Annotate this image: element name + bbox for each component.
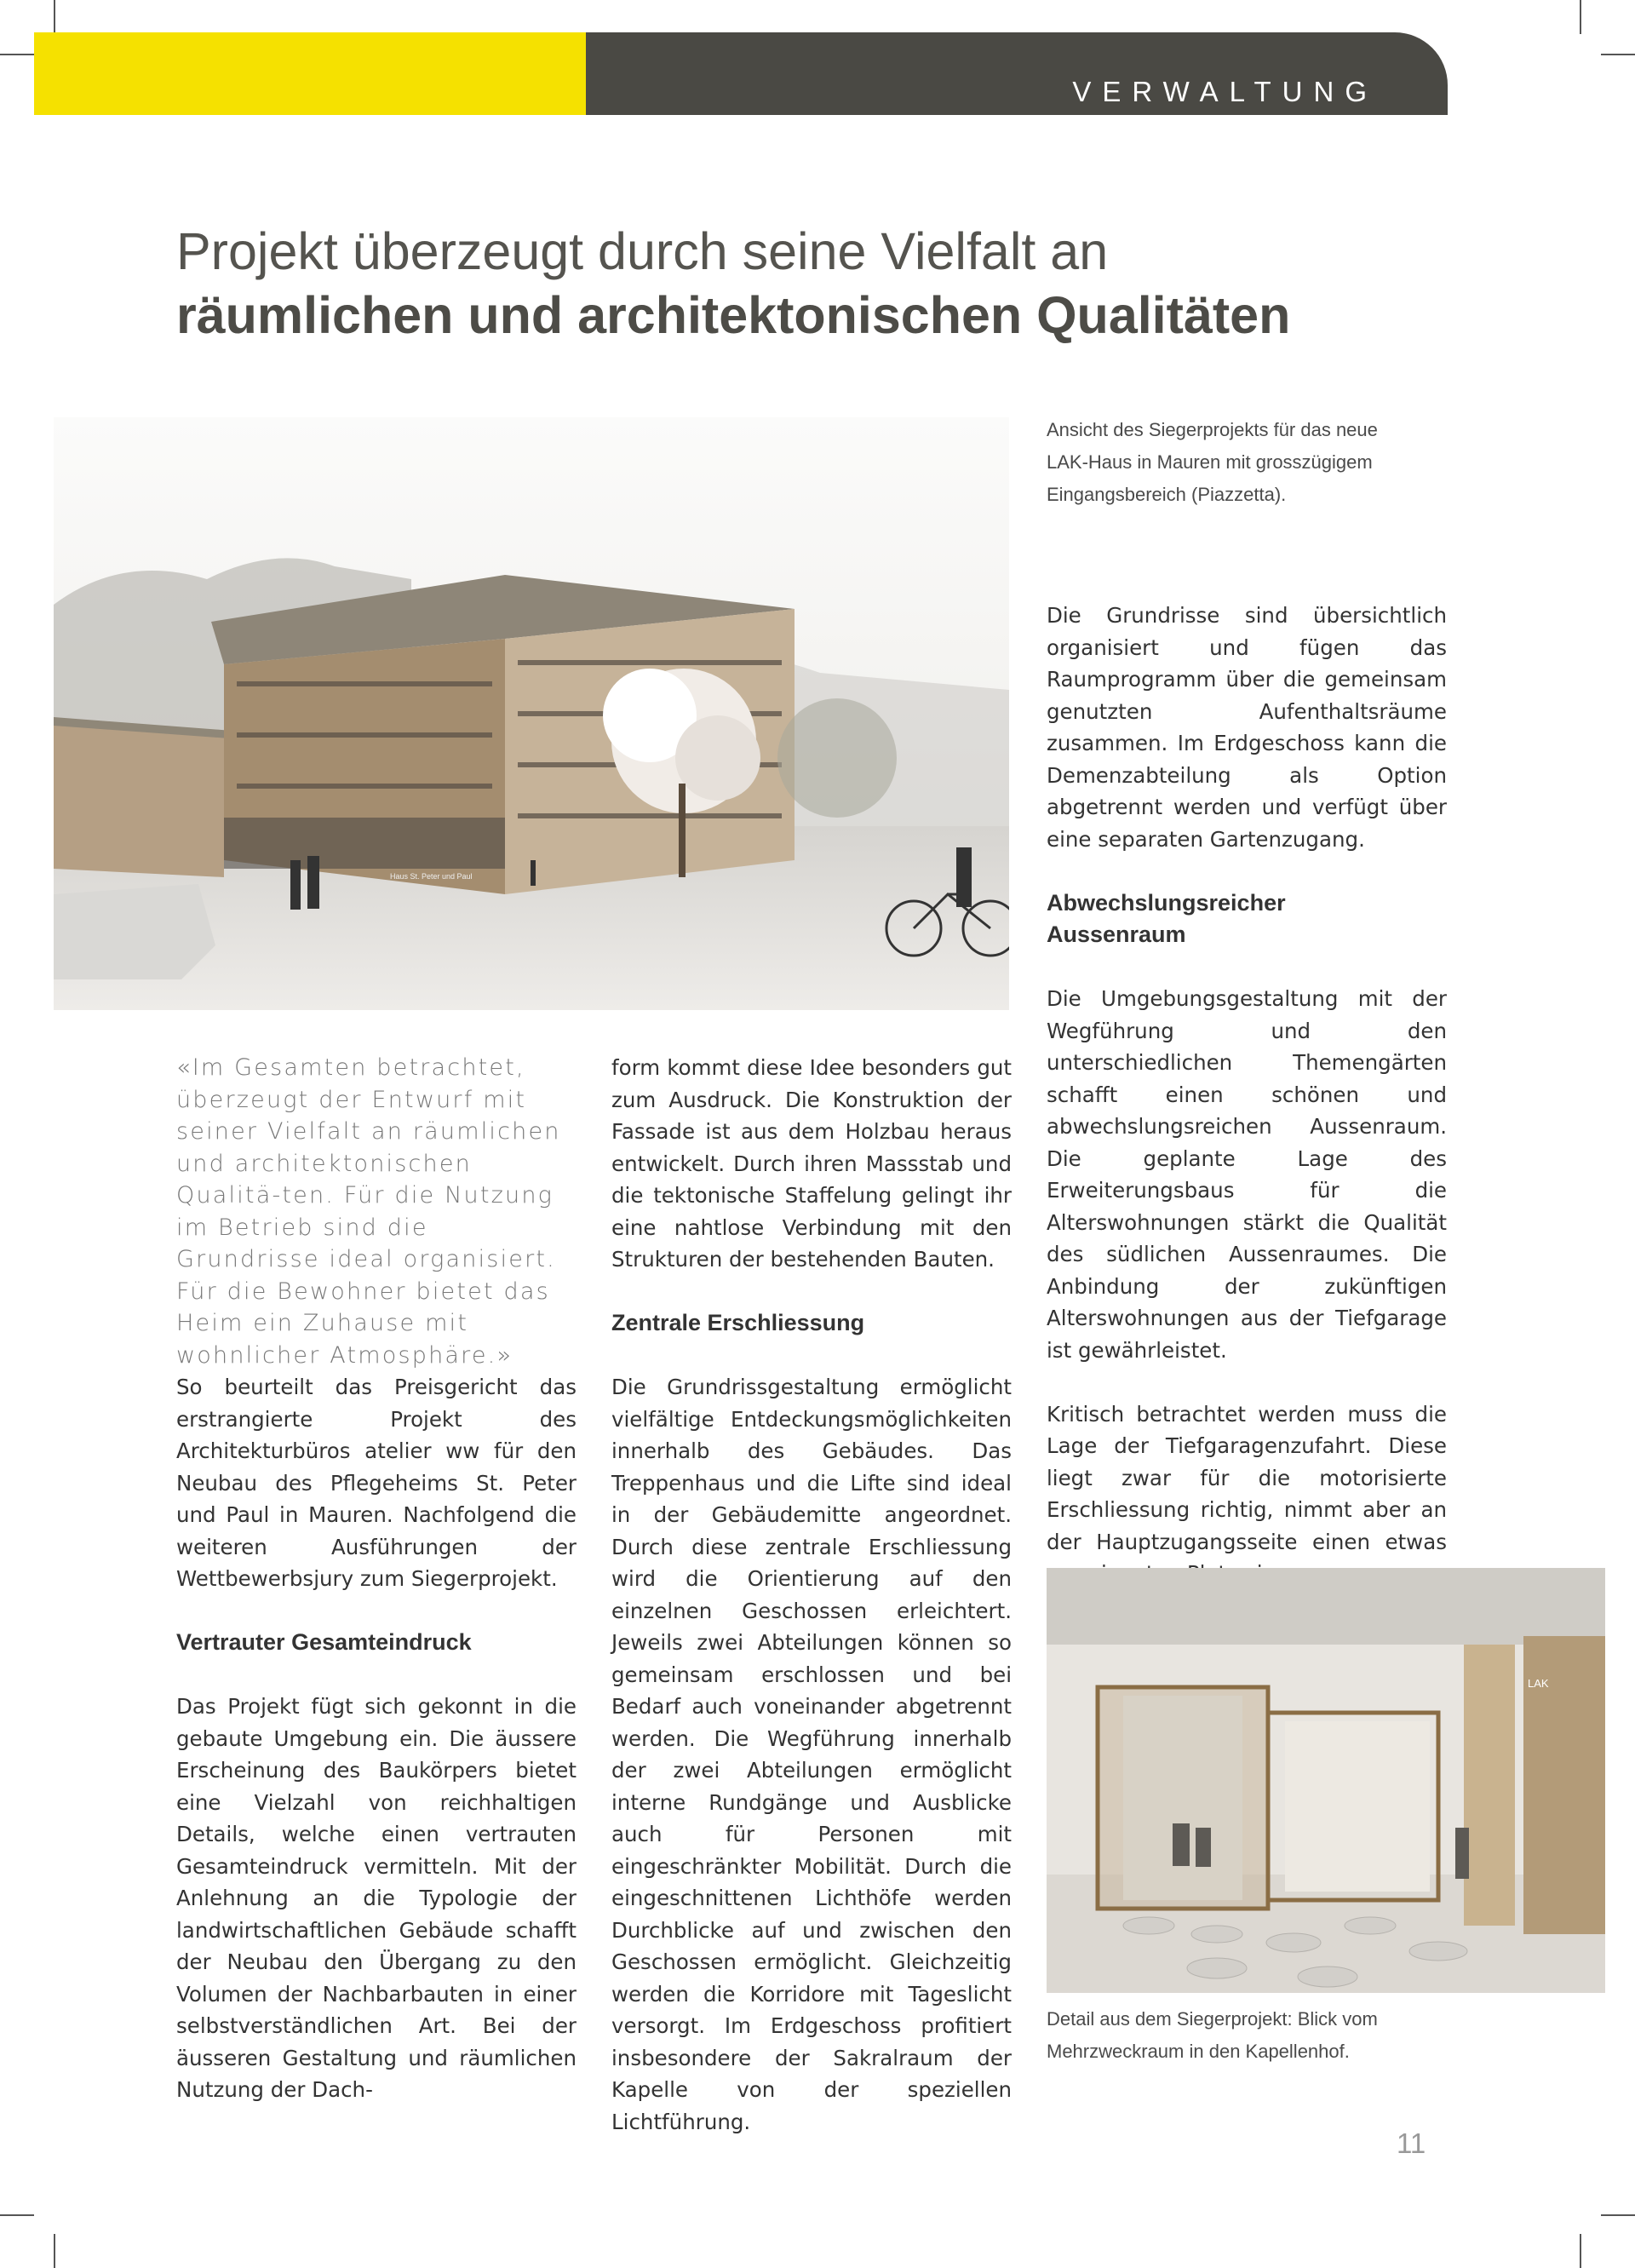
interior-caption: [1047, 2003, 1523, 2068]
crop-mark: [0, 54, 34, 55]
crop-mark: [1580, 0, 1581, 34]
paragraph: Die Grundrisse sind übersichtlich organisiert und fügen das Raumprogramm über die gemeinsam genutzten Aufenthaltsräume zusammen. Im Erdgeschoss kann die Demenzabteilung als Option abgetrennt werden und verfügt über eine separaten Gartenzugang.: [1047, 603, 1447, 852]
headline-line-1: Projekt überzeugt durch seine Vielfalt an: [176, 222, 1109, 280]
subheading: Zentrale Erschliessung: [611, 1310, 865, 1335]
caption-line: Detail aus dem Siegerprojekt: Blick vom: [1047, 2008, 1378, 2030]
hero-rendering-image: [54, 417, 1009, 1010]
subheading: Abwechslungsreicher: [1047, 889, 1286, 916]
paragraph: Kritisch betrachtet werden muss die Lage der Tiefgaragenzufahrt. Diese liegt zwar für die motorisierte Erschliessung richtig, nimmt aber an der Hauptzugangsseite einen etwas: [1047, 1401, 1447, 1554]
caption-line: Eingangsbereich (Piazzetta).: [1047, 484, 1287, 505]
crop-mark: [54, 2234, 55, 2268]
column-2: [611, 1052, 1012, 2138]
page-number: 11: [1397, 2127, 1426, 2159]
facade-sign: Haus St. Peter und Paul: [390, 872, 473, 881]
subheading: Aussenraum: [1047, 922, 1186, 947]
caption-line: Mehrzweckraum in den Kapellenhof.: [1047, 2041, 1350, 2062]
paragraph: Die Grundrissgestaltung ermöglicht vielfältige Entdeckungsmöglichkeiten innerhalb des Gebäudes. Das Treppenhaus und die Lifte sind ideal in der Gebäudemitte angeordnet. Durch diese zentrale Erschliessung wird die Orientierung auf den einzelnen Geschossen erleichtert. Jeweils zwei Abteilungen können so gemeinsam erschlossen und bei Bedarf auch voneinander abgetrennt werden. Die Wegführung innerhalb der zwei Abteilungen ermöglicht interne Rundgänge und Ausblicke auch für Personen mit eingeschränkter Mobilität. Durch die eingeschnittenen Lichthöfe werden Durchblicke auf und zwischen den Geschossen ermöglicht. Gleichzeitig werden die Korridore mit Tageslicht versorgt. Im Erdgeschoss profitiert insbesondere der Sakralraum der Kapelle von der speziellen Lichtführung.: [611, 1375, 1012, 2134]
interior-rendering-image: [1047, 1568, 1605, 1993]
caption-line: Ansicht des Siegerprojekts für das neue: [1047, 419, 1378, 440]
section-label: VERWALTUNG: [1072, 76, 1378, 107]
column-3: [1047, 600, 1447, 1590]
hero-caption: [1047, 414, 1523, 511]
paragraph: Das Projekt fügt sich gekonnt in die gebaute Umgebung ein. Die äussere Erscheinung des Baukörpers bietet eine Vielzahl von reichhaltigen Details, welche einen vertrauten Gesamteindruck vermitteln. Mit der Anlehnung an die Typologie der landwirtschaftlichen Gebäude schafft der Neubau den Übergang zu den Volumen der Nachbarbauten in einer selbstverständlichen Art. Bei der äusseren Gestaltung und räumlichen Nutzung der Dach-: [176, 1694, 577, 2102]
crop-mark: [1580, 2234, 1581, 2268]
paragraph: form kommt diese Idee besonders gut zum Ausdruck. Die Konstruktion der Fassade ist aus dem Holzbau heraus entwickelt. Durch ihren Massstab und die tektonische Staffelung gelingt ihr eine nahtlose Verbindung mit den Strukturen der bestehenden Bauten.: [611, 1055, 1012, 1272]
caption-line: LAK-Haus in Mauren mit grosszügigem: [1047, 451, 1373, 473]
crop-mark: [0, 2214, 34, 2216]
crop-mark: [1601, 54, 1635, 55]
pull-quote: «Im Gesamten betrachtet, überzeugt der Entwurf mit seiner Vielfalt an räumlichen und architektonischen Qualitä-ten. Für die Nutzung im Betrieb sind die Grundrisse ideal organisiert. Für die Bewohner bietet das Heim ein Zuhause mit wohnlicher Atmosphäre.»: [176, 1054, 561, 1369]
column-1: [176, 1371, 577, 2106]
subheading: Vertrauter Gesamteindruck: [176, 1629, 472, 1655]
crop-mark: [54, 0, 55, 34]
header-accent-bar: [34, 32, 586, 115]
paragraph: So beurteilt das Preisgericht das erstrangierte Projekt des Architekturbüros atelier ww für den Neubau des Pflegeheims St. Peter und Paul in Mauren. Nachfolgend die weiteren Ausführungen der Wettbewerbsjury zum Siegerprojekt.: [176, 1375, 577, 1591]
headline-line-2: räumlichen und architektonischen Qualitäten: [176, 286, 1291, 344]
interior-sign: LAK: [1528, 1677, 1549, 1690]
crop-mark: [1601, 2214, 1635, 2216]
paragraph: Die Umgebungsgestaltung mit der Wegführung und den unterschiedlichen Themengärten schafft einen schönen und abwechslungsreichen Aussenraum. Die geplante Lage des Erweiterungsbaus für die Alterswohnungen stärkt die Qualität des südlichen Aussenraumes. Die Anbindung der zukünftigen Alterswohnungen aus der Tiefgarage ist gewährleistet.: [1047, 986, 1447, 1363]
